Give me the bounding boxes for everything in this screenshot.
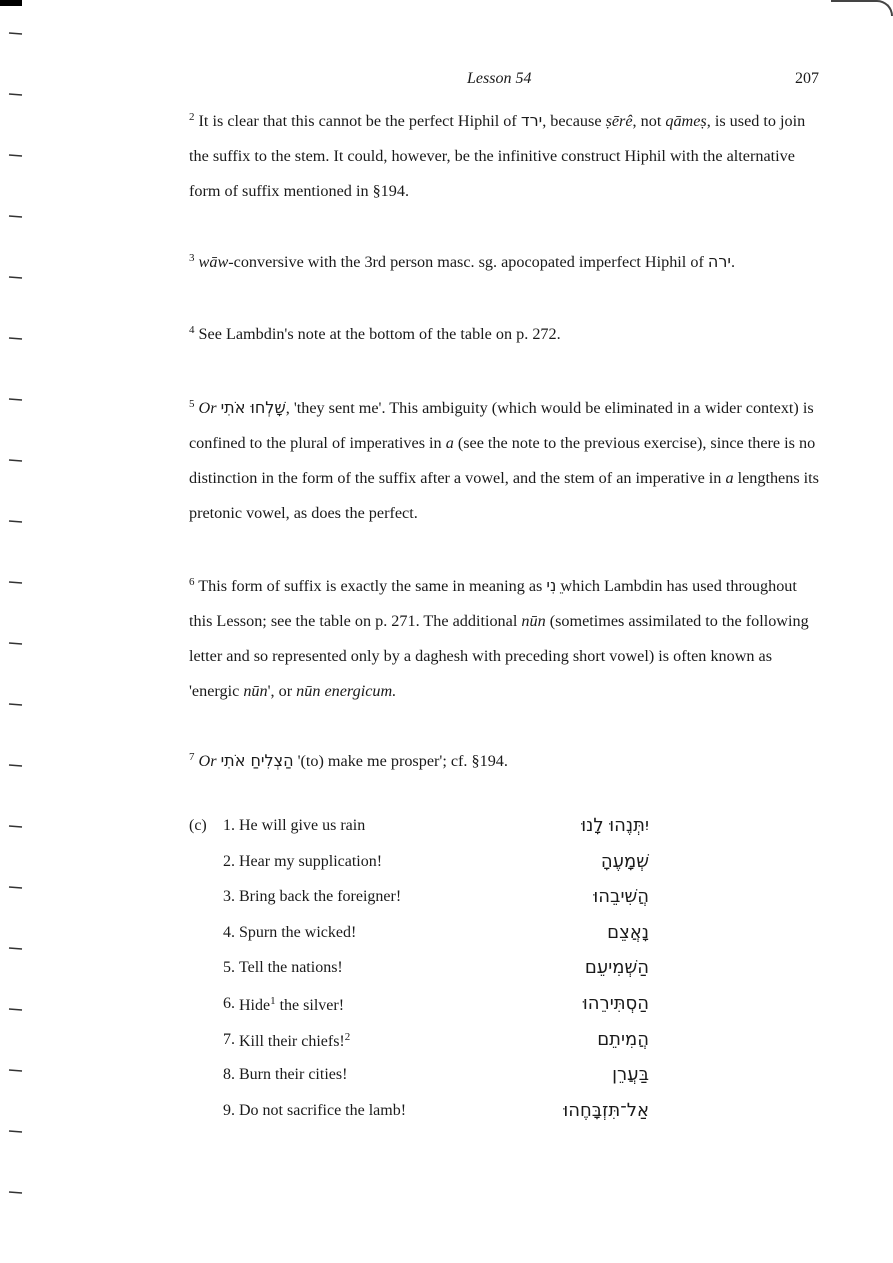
note-text: (sometimes assimilated to the following letter and so represented only by a daghesh with preceding short vowel) is often known as 'energic: [189, 612, 809, 700]
note-text: '(to) make me prosper'; cf. §194.: [293, 752, 508, 770]
hebrew-word: ירד: [520, 111, 543, 130]
exercise-item: [189, 848, 649, 884]
binding-mark: [9, 460, 22, 461]
note-text: lengthens its pretonic vowel, as does the perfect.: [189, 469, 819, 522]
note-text: See Lambdin's note at the bottom of the table on p. 272.: [198, 325, 561, 343]
binding-mark: [9, 155, 22, 156]
italic-term: Or: [198, 752, 221, 770]
exercise-english: Burn their cities!: [239, 1066, 348, 1084]
note-text: , 'they sent me'. This ambiguity (which would be eliminated in a wider context) is confined to the plural of imperatives in: [189, 399, 814, 452]
binding-mark: [9, 826, 22, 827]
binding-mark: [9, 582, 22, 583]
exercise-english: Tell the nations!: [239, 959, 343, 977]
exercise-item-number: 3.: [223, 888, 235, 906]
binding-mark: [9, 1009, 22, 1010]
footnote-ref: 1: [270, 994, 276, 1007]
exercise-item-number: 7.: [223, 1030, 235, 1048]
footnote-5: [189, 387, 819, 531]
italic-term: ṣērê: [605, 112, 633, 130]
exercise-item-number: 2.: [223, 852, 235, 870]
exercise-hebrew: יִתְּנֶהוּ לָנוּ: [581, 815, 649, 836]
exercise-english: Hide$^1$ the silver!: [239, 994, 345, 1014]
binding-mark: [9, 765, 22, 766]
exercise-hebrew: אַל־תִּזְבָּחֶהוּ: [563, 1099, 649, 1121]
italic-term: a: [445, 434, 454, 452]
exercise-hebrew: הַשְׁמִיעֵם: [584, 957, 649, 979]
exercise-item: [189, 919, 649, 955]
exercise-item: [189, 990, 649, 1026]
binding-mark: [9, 338, 22, 339]
binding-mark: [9, 277, 22, 278]
binding-mark: [9, 948, 22, 949]
note-text: , because: [542, 112, 606, 130]
exercise-item-number: 6.: [223, 994, 235, 1012]
footnote-number: 2: [189, 111, 195, 123]
exercise-english: Bring back the foreigner!: [239, 888, 402, 906]
italic-term: qāmeṣ: [665, 112, 707, 130]
exercise-hebrew: שְׁמָעֶהָ: [600, 850, 649, 872]
hebrew-word: ירה: [707, 252, 731, 271]
binding-mark: [9, 1131, 22, 1132]
italic-term: nūn: [521, 612, 546, 630]
footnote-ref: 2: [344, 1030, 351, 1043]
exercise-item: [189, 812, 649, 848]
note-text: ', or: [267, 682, 297, 700]
note-text: This form of suffix is exactly the same in meaning as: [198, 577, 547, 595]
italic-term: wāw: [198, 253, 229, 271]
exercise-label: (c): [189, 817, 207, 834]
footnote-number: 4: [189, 324, 195, 336]
binding-mark: [9, 1192, 22, 1193]
exercise-item-number: 5.: [223, 959, 235, 977]
footnote-6: [189, 565, 819, 709]
exercise-english: He will give us rain: [239, 817, 366, 834]
exercise-item: [189, 1097, 649, 1133]
note-text: .: [730, 253, 735, 271]
page-header: [0, 70, 893, 92]
footnote-number: 7: [189, 751, 195, 763]
exercise-item-number: 8.: [223, 1066, 235, 1084]
binding-mark: [9, 216, 22, 217]
note-text: -conversive with the 3rd person masc. sg. apocopated imperfect Hiphil of: [228, 253, 708, 271]
binding-mark: [9, 704, 22, 705]
footnote-number: 6: [189, 576, 195, 588]
italic-term: nūn: [243, 682, 268, 700]
exercise-english: Kill their chiefs!$^2$: [239, 1030, 351, 1050]
hebrew-word: שָׁלְחוּ אֹתִי: [220, 398, 286, 417]
exercise-hebrew: הַסְתִּירֵהוּ: [582, 992, 649, 1014]
exercise-item: [189, 1061, 649, 1097]
exercise-item: [189, 883, 649, 919]
footnote-7: [189, 740, 819, 779]
note-text: , is used to join the suffix to the stem. It could, however, be the infinitive construct Hiphil with the alternative form of suffix mentioned in §194.: [189, 112, 806, 200]
scan-corner-mark-right: [831, 0, 893, 16]
exercise-item-number: 9.: [223, 1101, 235, 1119]
hebrew-word: ֵנִי: [546, 576, 557, 595]
running-head: Lesson 54: [467, 70, 532, 87]
exercise-item-number: 4.: [223, 923, 235, 941]
footnote-number: 3: [189, 252, 195, 264]
exercise-hebrew: הֲשִׁיבֵהוּ: [593, 886, 649, 908]
exercise-english: Do not sacrifice the lamb!: [239, 1101, 407, 1119]
hebrew-word: הַצְלִיחַ אֹתִי: [220, 751, 294, 770]
binding-mark: [9, 643, 22, 644]
exercise-item: [189, 954, 649, 990]
binding-mark: [9, 399, 22, 400]
exercise-english: Hear my supplication!: [239, 852, 383, 870]
note-text: , not: [632, 112, 666, 130]
binding-mark: [9, 521, 22, 522]
exercise-hebrew: הֲמִיתֵם: [597, 1028, 649, 1050]
italic-term: a: [725, 469, 734, 487]
binding-mark: [9, 887, 22, 888]
footnote-2: [189, 100, 819, 209]
italic-term: Or: [198, 399, 221, 417]
exercise-hebrew: נָאֲצֵם: [607, 921, 649, 943]
footnote-3: [189, 241, 819, 280]
note-text: which Lambdin has used throughout this Lesson; see the table on p. 271. The additional: [189, 577, 797, 630]
binding-hole-marks: [0, 0, 30, 1263]
exercise-item-number: 1.: [223, 817, 235, 834]
footnote-number: 5: [189, 398, 195, 410]
binding-mark: [9, 1070, 22, 1071]
note-text: It is clear that this cannot be the perfect Hiphil of: [198, 112, 521, 130]
exercise-item: [189, 1026, 649, 1062]
page-number: 207: [795, 70, 819, 87]
note-text: (see the note to the previous exercise), since there is no distinction in the form of the suffix after a vowel, and the stem of an imperative in: [189, 434, 816, 487]
exercise-hebrew: בַּעֲרֵן: [612, 1064, 649, 1086]
exercise-c-list: [189, 812, 649, 1132]
italic-term: nūn energicum.: [296, 682, 397, 700]
footnote-4: [189, 313, 819, 352]
exercise-english: Spurn the wicked!: [239, 923, 357, 941]
binding-mark: [9, 33, 22, 34]
binding-mark: [9, 94, 22, 95]
